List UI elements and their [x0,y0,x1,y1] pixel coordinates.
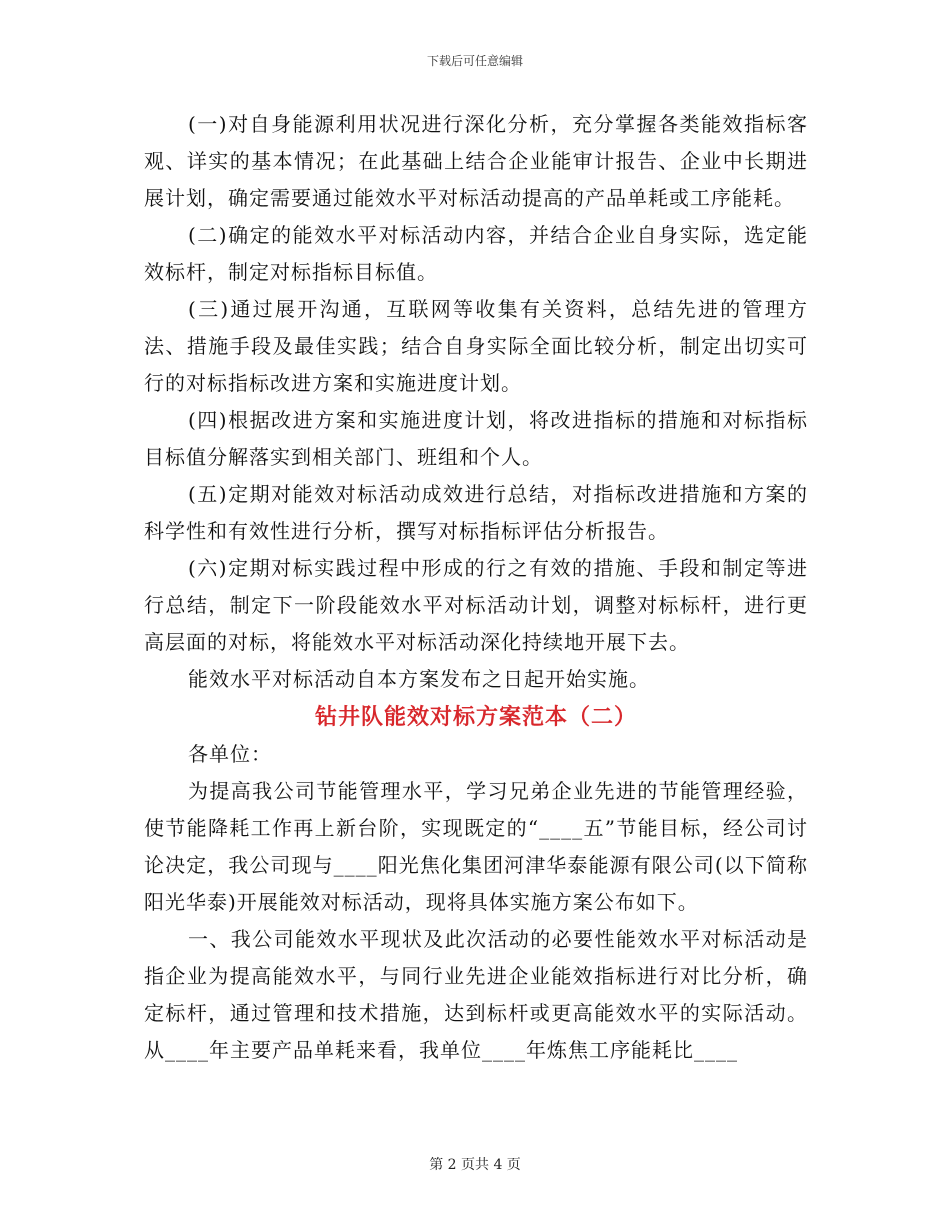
paragraph-item-3: (三)通过展开沟通，互联网等收集有关资料，总结先进的管理方法、措施手段及最佳实践；结合自身实际全面比较分析，制定出切实可行的对标指标改进方案和实施进度计划。 [144,297,808,395]
paragraph-item-5: (五)定期对能效对标活动成效进行总结，对指标改进措施和方案的科学性和有效性进行分析，撰写对标指标评估分析报告。 [144,482,808,543]
salutation: 各单位： [188,742,272,766]
paragraph-item-2: (二)确定的能效水平对标活动内容，并结合企业自身实际，选定能效标杆，制定对标指标目标值。 [144,223,808,284]
paragraph-intro: 为提高我公司节能管理水平，学习兄弟企业先进的节能管理经验，使节能降耗工作再上新台阶，实现既定的“____五”节能目标，经公司讨论决定，我公司现与____阳光焦化集团河津华泰能源有限公司(以下简称阳光华泰)开展能效对标活动，现将具体实施方案公布如下。 [144,779,808,914]
page-footer: 第 2 页共 4 页 [429,1157,521,1173]
paragraph-item-1: (一)对自身能源利用状况进行深化分析，充分掌握各类能效指标客观、详实的基本情况；在此基础上结合企业能审计报告、企业中长期进展计划，确定需要通过能效水平对标活动提高的产品单耗或工序能耗。 [144,112,808,210]
page-header: 下载后可任意编辑 [426,54,523,68]
paragraph-section-one: 一、我公司能效水平现状及此次活动的必要性能效水平对标活动是指企业为提高能效水平，与同行业先进企业能效指标进行对比分析，确定标杆，通过管理和技术措施，达到标杆或更高能效水平的实际活动。从____年主要产品单耗来看，我单位____年炼焦工序能耗比____ [144,927,808,1062]
paragraph-implementation: 能效水平对标活动自本方案发布之日起开始实施。 [188,667,650,691]
paragraph-item-4: (四)根据改进方案和实施进度计划，将改进指标的措施和对标指标目标值分解落实到相关部门、班组和个人。 [144,408,808,469]
paragraph-item-6: (六)定期对标实践过程中形成的行之有效的措施、手段和制定等进行总结，制定下一阶段能效水平对标活动计划，调整对标标杆，进行更高层面的对标，将能效水平对标活动深化持续地开展下去。 [144,556,808,654]
document-body [144,106,808,1069]
section-title: 钻井队能效对标方案范本（二） [314,704,637,730]
